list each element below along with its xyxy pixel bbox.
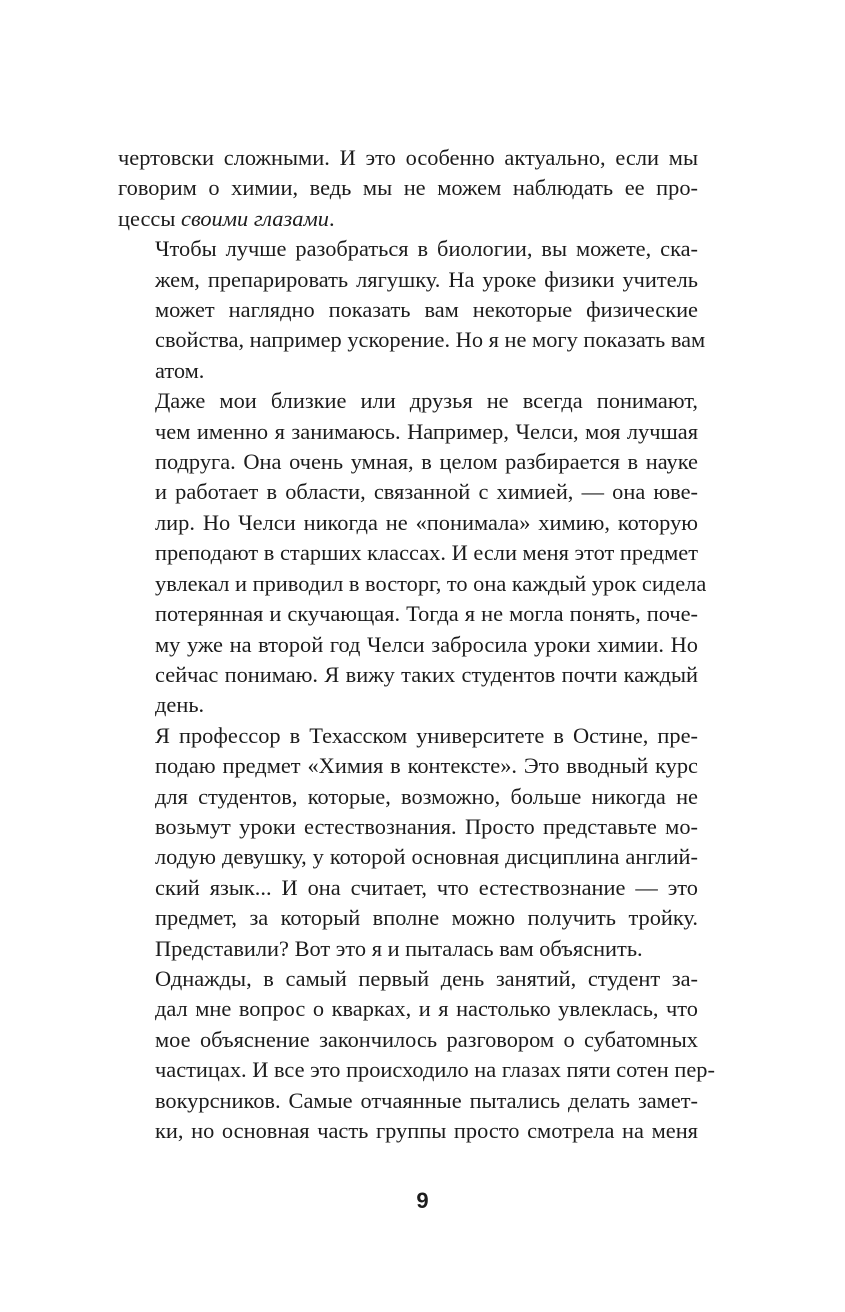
page-body [118, 143, 715, 1146]
text-line: частицах. И все это происходило на глазах пяти сотен пер- [155, 1057, 715, 1083]
paragraph-5 [118, 964, 715, 1146]
text-line: Даже мои близкие или друзья не всегда понимают, [155, 388, 698, 414]
text-line: сейчас понимаю. Я вижу таких студентов почти каждый [155, 661, 698, 687]
text-line: ский язык... И она считает, что естествознание — это [155, 874, 698, 900]
text-line: потерянная и скучающая. Тогда я не могла понять, поче- [155, 601, 698, 627]
text-line: чем именно я занимаюсь. Например, Челси, моя лучшая [155, 418, 698, 444]
text-line: му уже на второй год Челси забросила уроки химии. Но [155, 631, 698, 657]
paragraph-4 [118, 721, 698, 964]
text-line: день. [155, 692, 205, 718]
text-line: Я профессор в Техасском университете в Остине, пре- [155, 722, 698, 748]
text-line: атом. [155, 357, 205, 383]
paragraph-3 [118, 386, 707, 720]
text-line: может наглядно показать вам некоторые физические [155, 297, 698, 323]
text-line: Представили? Вот это я и пыталась вам объяснить. [155, 935, 643, 961]
text-fragment: цессы [118, 205, 181, 231]
page-number: 9 [416, 1188, 429, 1213]
text-line: увлекал и приводил в восторг, то она каждый урок сидела [155, 570, 707, 596]
text-line: Чтобы лучше разобраться в биологии, вы можете, ска- [155, 236, 698, 262]
text-line: преподают в старших классах. И если меня этот предмет [155, 540, 699, 566]
text-line: дал мне вопрос о кварках, и я настолько увлеклась, что [155, 996, 698, 1022]
text-line: подаю предмет «Химия в контексте». Это вводный курс [155, 753, 698, 779]
paragraph-2 [118, 234, 706, 386]
text-line: лир. Но Челси никогда не «понимала» химию, которую [155, 509, 698, 535]
text-line: вокурсников. Самые отчаянные пытались делать замет- [155, 1087, 698, 1113]
text-line: возьмут уроки естествознания. Просто представьте мо- [155, 813, 698, 839]
text-line: говорим о химии, ведь мы не можем наблюдать ее про- [118, 175, 698, 201]
text-line: лодую девушку, у которой основная дисциплина англий- [155, 844, 698, 870]
text-line: свойства, например ускорение. Но я не могу показать вам [155, 327, 706, 353]
text-line: подруга. Она очень умная, в целом разбирается в науке [155, 449, 698, 475]
text-line: для студентов, которые, возможно, больше никогда не [155, 783, 698, 809]
text-line: жем, препарировать лягушку. На уроке физики учитель [155, 266, 698, 292]
text-line: Однажды, в самый первый день занятий, студент за- [155, 965, 698, 991]
italic-phrase: своими глазами [181, 205, 329, 231]
text-line: чертовски сложными. И это особенно актуально, если мы [118, 145, 698, 170]
text-fragment: . [328, 205, 335, 231]
paragraph-1 [118, 143, 698, 234]
text-line: ки, но основная часть группы просто смотрела на меня [155, 1118, 698, 1143]
text-line: мое объяснение закончилось разговором о субатомных [155, 1026, 698, 1052]
text-line: предмет, за который вполне можно получить тройку. [155, 905, 698, 931]
text-line [118, 204, 698, 234]
text-line: и работает в области, связанной с химией, — она юве- [155, 479, 698, 505]
